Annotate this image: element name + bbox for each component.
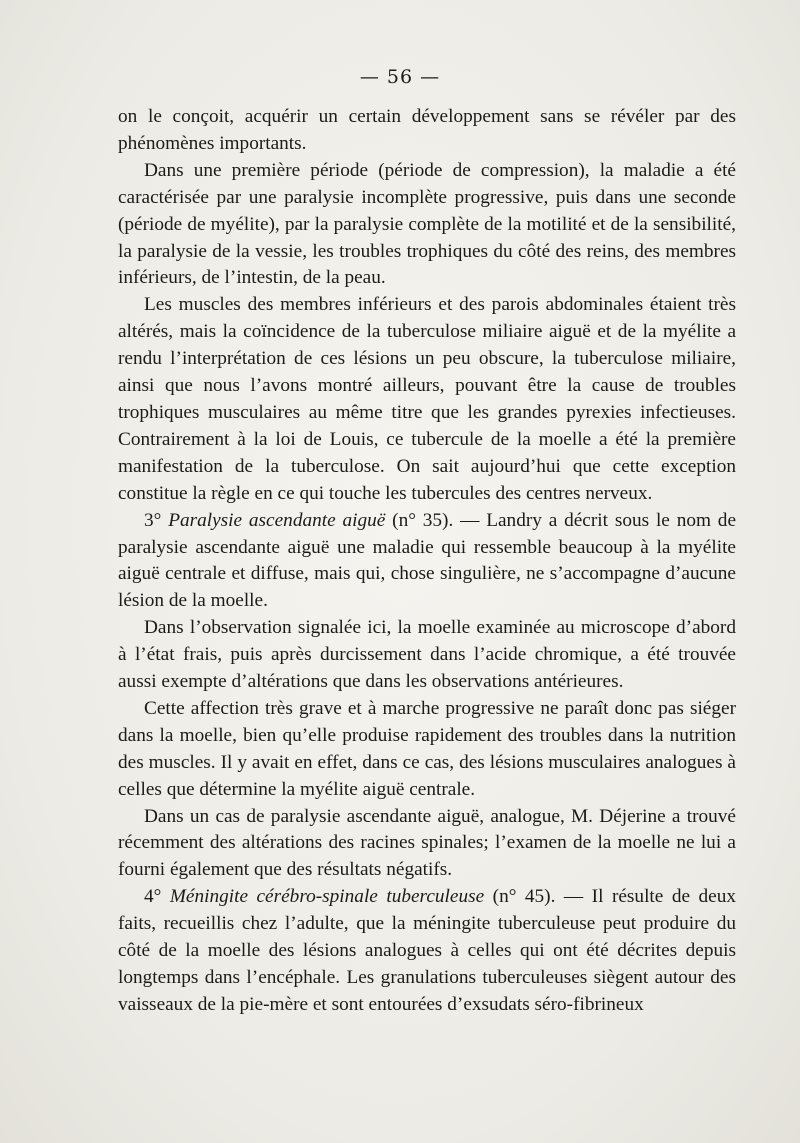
section-paragraph: 3° Paralysie ascendante aiguë (n° 35). — Landry a décrit sous le nom de paralysie ascendante aiguë une maladie qui ressemble beaucoup à la myélite aiguë centrale et diffuse, mais qui, chose singulière, ne s’accompagne d’aucune lésion de la moelle. [118,509,736,612]
section-heading: Méningite cérébro-spinale tuberculeuse [169,886,485,908]
paragraph: Dans un cas de paralysie ascendante aiguë, analogue, M. Déjerine a trouvé récemment des altérations des racines spinales; l’examen de la moelle ne lui a fourni également que des résultats négatifs. [118,805,736,881]
paragraph: Cette affection très grave et à marche progressive ne paraît donc pas siéger dans la moelle, bien qu’elle produise rapidement des troubles dans la nutrition des muscles. Il y avait en effet, dans ce cas, des lésions musculaires analogues à celles que détermine la myélite aiguë centrale. [118,697,736,800]
body-text [118,104,736,1019]
paragraph: Dans l’observation signalée ici, la moelle examinée au microscope d’abord à l’état frais, puis après durcissement dans l’acide chromique, a été trouvée aussi exempte d’altérations que dans les observations antérieures. [118,617,736,693]
paragraph: Les muscles des membres inférieurs et des parois abdominales étaient très altérés, mais la coïncidence de la tuberculose miliaire aiguë et de la myélite a rendu l’interprétation de ces lésions un peu obscure, la tuberculose miliaire, ainsi que nous l’avons montré ailleurs, pouvant être la cause de troubles trophiques musculaires au même titre que les grandes pyrexies infectieuses. Contrairement à la loi de Louis, ce tubercule de la moelle a été la première manifestation de la tuberculose. On sait aujourd’hui que cette exception constitue la règle en ce qui touche les tubercules des centres nerveux. [118,294,736,504]
paragraph: Dans une première période (période de compression), la maladie a été caractérisée par une paralysie incomplète progressive, puis dans une seconde (période de myélite), par la paralysie complète de la motilité et de la sensibilité, la paralysie de la vessie, les troubles trophiques du côté des reins, des membres inférieurs, de l’intestin, de la peau. [118,159,736,289]
page-number: — 56 — [359,66,441,88]
section-paragraph: 4° Méningite cérébro-spinale tuberculeuse (n° 45). — Il résulte de deux faits, recueillis chez l’adulte, que la méningite tuberculeuse peut produire du côté de la moelle des lésions analogues à celles qui ont été décrites depuis longtemps dans l’encéphale. Les granulations tuberculeuses siègent autour des vaisseaux de la pie-mère et sont entourées d’exsudats séro-fibrineux [118,886,736,1015]
section-heading: Paralysie ascendante aiguë [168,509,386,531]
paragraph: on le conçoit, acquérir un certain développement sans se révéler par des phénomènes importants. [118,106,736,154]
